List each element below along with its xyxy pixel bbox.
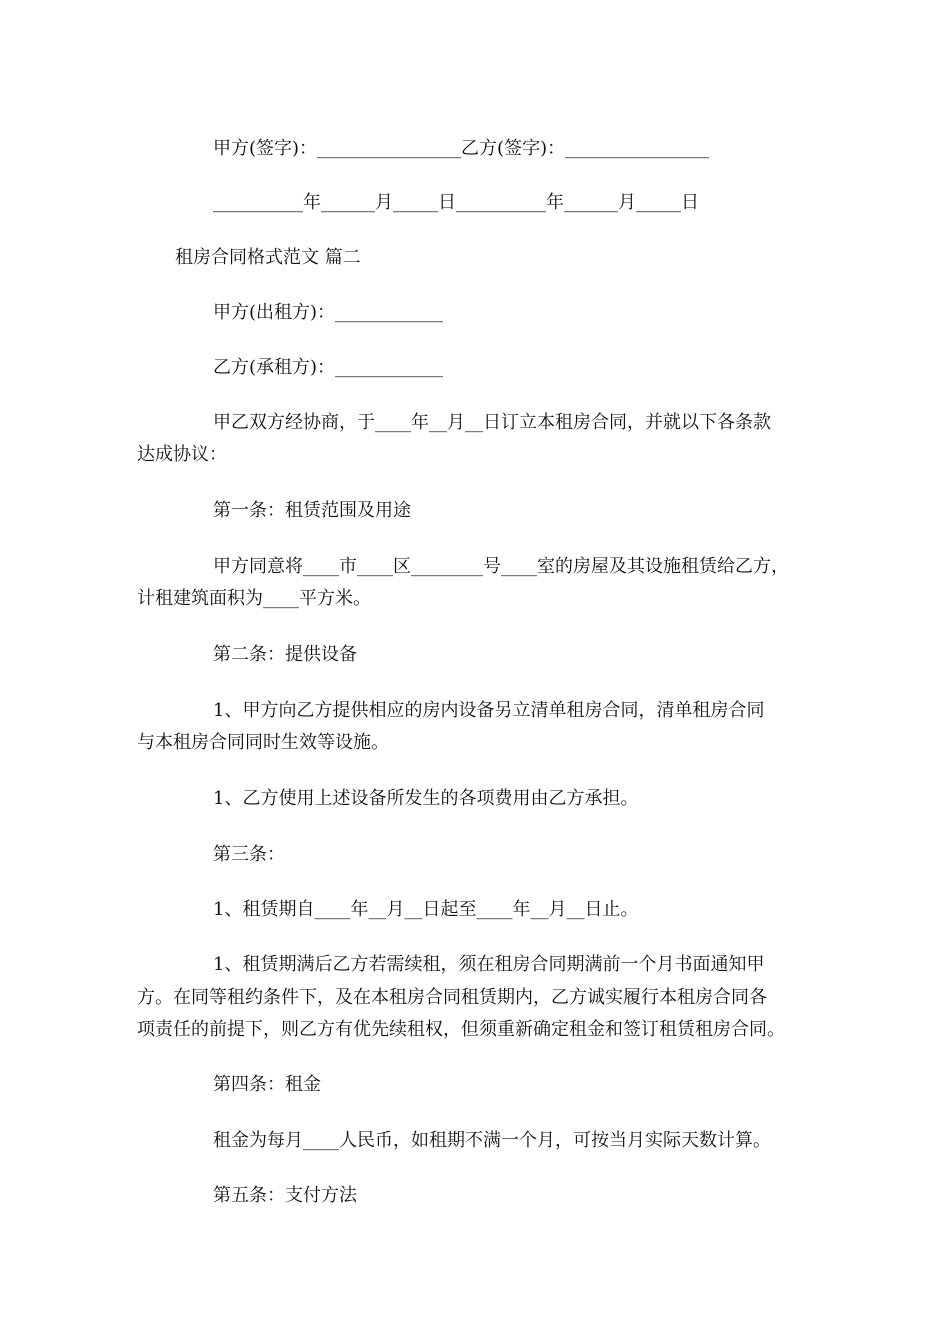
paragraph-line: 方。在同等租约条件下，及在本租房合同租赁期内，乙方诚实履行本租房合同各 bbox=[137, 987, 767, 1008]
article-heading: 第五条：支付方法 bbox=[213, 1185, 357, 1206]
paragraph-line: 1、租赁期自____年__月__日起至____年__月__日止。 bbox=[213, 899, 639, 920]
paragraph-line: 1、租赁期满后乙方若需续租，须在租房合同期满前一个月书面通知甲 bbox=[213, 954, 765, 975]
article-heading: 第二条：提供设备 bbox=[213, 644, 357, 665]
party-b-line: 乙方(承租方)：____________ bbox=[213, 357, 444, 378]
paragraph-line: 项责任的前提下，则乙方有优先续租权，但须重新确定租金和签订租赁租房合同。 bbox=[137, 1019, 785, 1040]
paragraph-line: 1、乙方使用上述设备所发生的各项费用由乙方承担。 bbox=[213, 788, 639, 809]
signature-line: 甲方(签字)：________________乙方(签字)：________________ bbox=[213, 138, 710, 159]
paragraph-line: 达成协议： bbox=[137, 444, 227, 465]
paragraph-line: 计租建筑面积为____平方米。 bbox=[137, 588, 371, 609]
article-heading: 第一条：租赁范围及用途 bbox=[213, 500, 411, 521]
article-heading: 第三条： bbox=[213, 844, 285, 865]
party-a-line: 甲方(出租方)：____________ bbox=[213, 302, 444, 323]
paragraph-line: 甲乙双方经协商，于____年__月__日订立本租房合同，并就以下各条款 bbox=[213, 412, 771, 433]
article-heading: 第四条：租金 bbox=[213, 1074, 321, 1095]
paragraph-line: 甲方同意将____市____区________号____室的房屋及其设施租赁给乙方， bbox=[213, 556, 789, 577]
section-heading: 租房合同格式范文 篇二 bbox=[175, 247, 361, 268]
signature-date-line: __________年______月_____日__________年______月_____日 bbox=[213, 192, 699, 213]
paragraph-line: 与本租房合同同时生效等设施。 bbox=[137, 732, 389, 753]
paragraph-line: 租金为每月____人民币，如租期不满一个月，可按当月实际天数计算。 bbox=[213, 1130, 771, 1151]
paragraph-line: 1、甲方向乙方提供相应的房内设备另立清单租房合同，清单租房合同 bbox=[213, 700, 765, 721]
